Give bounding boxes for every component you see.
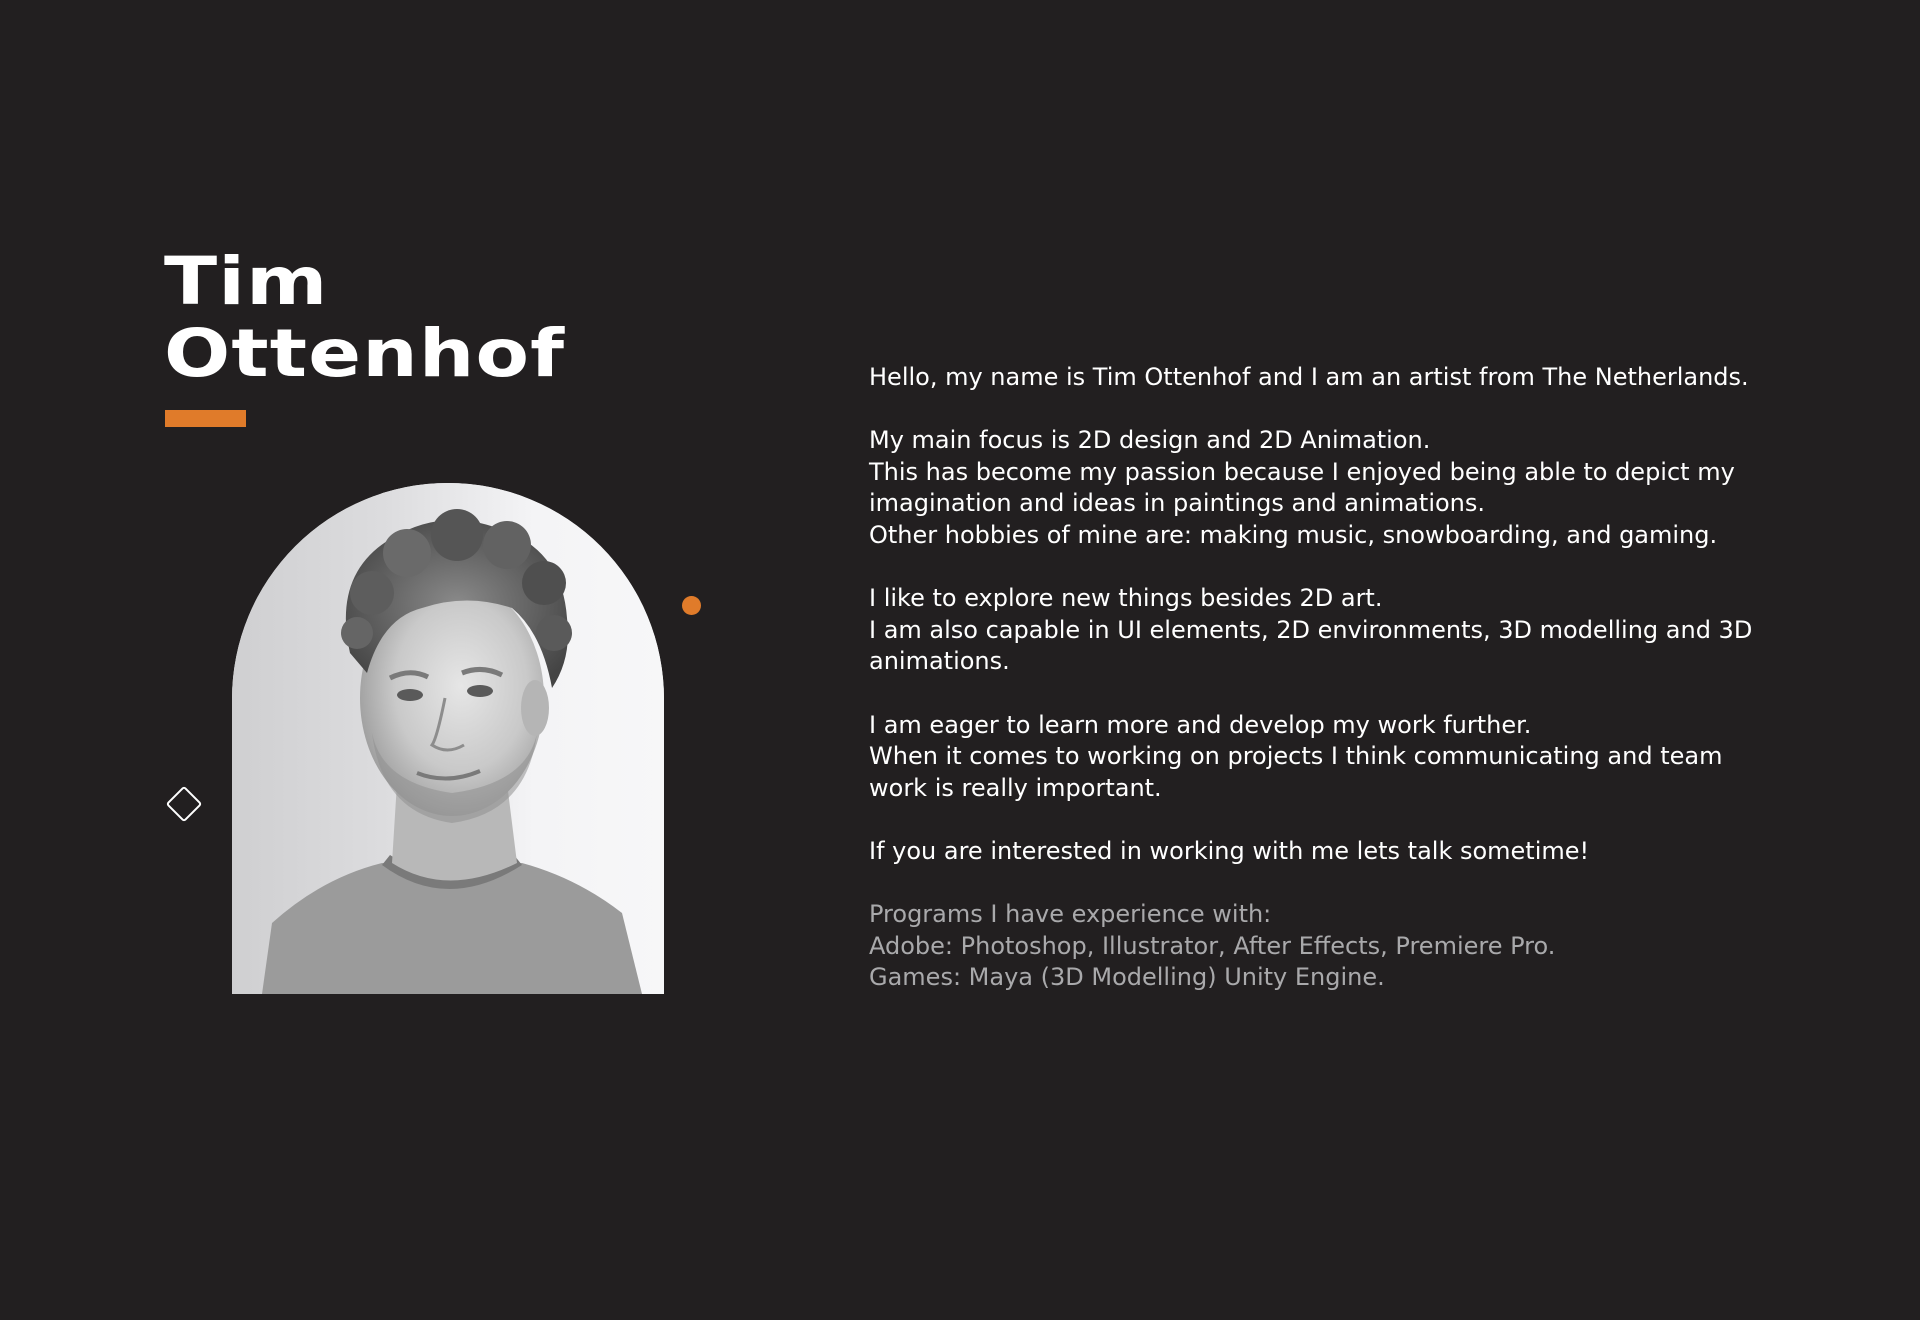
last-name: Ottenhof xyxy=(164,315,566,392)
bio-paragraph-intro xyxy=(869,362,1789,394)
bio-line: My main focus is 2D design and 2D Animation. xyxy=(869,426,1431,455)
accent-dot xyxy=(682,596,701,615)
bio-paragraph-contact xyxy=(869,836,1789,868)
person-portrait-icon xyxy=(232,483,664,994)
bio-line: If you are interested in working with me lets talk sometime! xyxy=(869,836,1590,865)
bio-line: I am eager to learn more and develop my work further. xyxy=(869,710,1532,739)
programs-list xyxy=(869,899,1789,994)
programs-adobe: Adobe: Photoshop, Illustrator, After Effects, Premiere Pro. xyxy=(869,931,1556,960)
bio-paragraph-focus xyxy=(869,425,1789,551)
first-name: Tim xyxy=(164,243,329,320)
bio-line: I am also capable in UI elements, 2D environments, 3D modelling and 3D xyxy=(869,615,1753,644)
bio-line: animations. xyxy=(869,647,1010,676)
programs-games: Games: Maya (3D Modelling) Unity Engine. xyxy=(869,963,1385,992)
diamond-outline-icon xyxy=(166,786,203,823)
bio-paragraph-skills xyxy=(869,583,1789,678)
bio-line: Other hobbies of mine are: making music, snowboarding, and gaming. xyxy=(869,520,1718,549)
page-title xyxy=(164,243,566,392)
bio-line: When it comes to working on projects I think communicating and team xyxy=(869,742,1723,771)
bio-line: This has become my passion because I enjoyed being able to depict my xyxy=(869,457,1735,486)
programs-heading: Programs I have experience with: xyxy=(869,900,1272,929)
bio-line: I like to explore new things besides 2D art. xyxy=(869,584,1383,613)
bio-paragraph-goals xyxy=(869,710,1789,805)
accent-bar xyxy=(165,410,246,427)
bio-line: work is really important. xyxy=(869,773,1162,802)
bio-text xyxy=(869,362,1789,1025)
bio-line: imagination and ideas in paintings and animations. xyxy=(869,489,1486,518)
portrait-photo xyxy=(232,483,664,994)
bio-line: Hello, my name is Tim Ottenhof and I am an artist from The Netherlands. xyxy=(869,363,1749,391)
